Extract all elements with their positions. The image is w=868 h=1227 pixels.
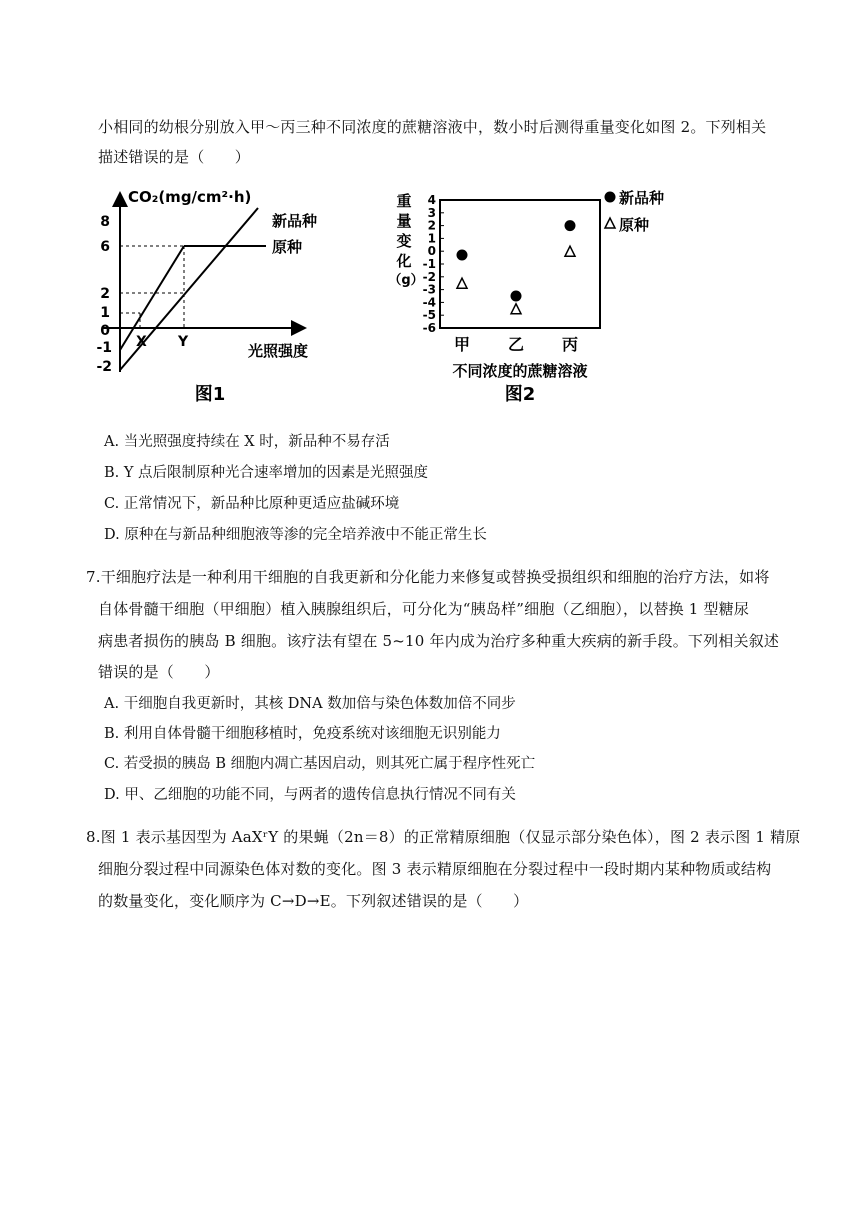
figure1-y-axis-label: CO₂(mg/cm²·h): [128, 188, 252, 206]
q7-option-c: C. 若受损的胰岛 B 细胞内凋亡基因启动，则其死亡属于程序性死亡: [104, 756, 536, 772]
figure2-point-new-variety: [565, 220, 576, 231]
q6-intro-line1: 小相同的幼根分别放入甲～丙三种不同浓度的蔗糖溶液中，数小时后测得重量变化如图 2。下列相关: [98, 118, 767, 136]
q7-stem-line4: 错误的是（ ）: [98, 663, 220, 681]
figure2-x-cat-yi: 乙: [507, 335, 525, 354]
figure2-y-tick-label: -1: [422, 257, 436, 271]
figure1-caption: 图1: [194, 384, 226, 405]
q6-option-b: B. Y 点后限制原种光合速率增加的因素是光照强度: [104, 465, 429, 481]
figure2-point-new-variety: [457, 250, 468, 261]
figure1-y-tick-0: 0: [100, 323, 110, 339]
figure2-x-axis-title: 不同浓度的蔗糖溶液: [452, 362, 588, 380]
figure2-y-label-2: 量: [396, 212, 412, 230]
figure2-point-original: [511, 304, 521, 314]
q8-stem-line1: 8.图 1 表示基因型为 AaXʳY 的果蝇（2n＝8）的正常精原细胞（仅显示部分染色体），图 2 表示图 1 精原: [86, 828, 801, 846]
figure2-y-label-unit: （g）: [388, 273, 424, 288]
q6-option-c: C. 正常情况下，新品种比原种更适应盐碱环境: [104, 496, 400, 512]
figure2-point-original: [457, 278, 467, 288]
figure2-legend-original: 原种: [619, 216, 650, 234]
figure2-chart: [388, 180, 688, 410]
q7-option-d: D. 甲、乙细胞的功能不同，与两者的遗传信息执行情况不同有关: [104, 787, 516, 803]
figure1-chart: [98, 180, 343, 410]
q8-stem-line3: 的数量变化，变化顺序为 C→D→E。下列叙述错误的是（ ）: [98, 892, 529, 910]
figure2-point-original: [565, 246, 575, 256]
figure1-x-tick-x: X: [136, 334, 147, 350]
figure1-y-tick-8: 8: [100, 214, 110, 230]
figure2-y-tick-label: -4: [422, 295, 436, 310]
figure2-y-tick-label: 0: [427, 244, 436, 259]
figure2-legend-new: 新品种: [619, 189, 665, 207]
figure2-x-cat-jia: 甲: [453, 335, 471, 354]
figure2-point-new-variety: [511, 291, 522, 302]
q7-option-b: B. 利用自体骨髓干细胞移植时，免疫系统对该细胞无识别能力: [104, 726, 501, 742]
figure2-y-tick-label: 4: [427, 193, 436, 207]
figure2-y-tick-label: -6: [422, 321, 436, 335]
figure1-y-tick-minus2: -2: [96, 359, 112, 375]
q8-stem-line2: 细胞分裂过程中同源染色体对数的变化。图 3 表示精原细胞在分裂过程中一段时期内某种物质或结构: [98, 860, 772, 878]
figure2-caption: 图2: [504, 384, 536, 405]
figure2-y-label-4: 化: [396, 252, 412, 270]
figure2-legend-original-marker: [605, 218, 615, 228]
figure2-y-tick-label: 3: [427, 205, 436, 220]
figure2-y-tick-label: 2: [427, 218, 436, 233]
figure2-y-label-1: 重: [396, 192, 412, 210]
q6-intro-line2: 描述错误的是（ ）: [98, 148, 251, 166]
figure2-x-cat-bing: 丙: [561, 335, 579, 354]
figure2-plot-frame: [440, 200, 600, 328]
q7-stem-line1: 7.干细胞疗法是一种利用干细胞的自我更新和分化能力来修复或替换受损组织和细胞的治疗方法，如将: [86, 568, 770, 586]
figure1-y-tick-1: 1: [100, 305, 110, 321]
q6-option-d: D. 原种在与新品种细胞液等渗的完全培养液中不能正常生长: [104, 527, 487, 543]
figure1-y-tick-minus1: -1: [96, 340, 112, 356]
figure2-points: [457, 220, 576, 314]
figure1-x-axis-label: 光照强度: [248, 342, 309, 360]
q7-option-a: A. 干细胞自我更新时，其核 DNA 数加倍与染色体数加倍不同步: [104, 696, 516, 712]
figure1-y-tick-2: 2: [100, 286, 110, 302]
q6-option-a: A. 当光照强度持续在 X 时，新品种不易存活: [104, 434, 390, 450]
figure2-y-tick-label: -2: [422, 269, 436, 284]
q7-stem-line3: 病患者损伤的胰岛 B 细胞。该疗法有望在 5~10 年内成为治疗多种重大疾病的新手段。下列相关叙述: [98, 632, 780, 650]
figure1-label-original: 原种: [272, 238, 303, 256]
figure1-label-new-variety: 新品种: [272, 212, 318, 230]
figure1-y-tick-6: 6: [100, 239, 110, 255]
figure1-x-tick-y: Y: [178, 334, 189, 350]
figure2-y-label-3: 变: [396, 232, 412, 250]
q7-stem-line2: 自体骨髓干细胞（甲细胞）植入胰腺组织后，可分化为“胰岛样”细胞（乙细胞），以替换 1 型糖尿: [98, 600, 750, 618]
figure1-line-original-rise: [120, 246, 184, 350]
figure2-y-tick-label: 1: [427, 231, 436, 246]
figure2-y-tick-label: -3: [422, 282, 436, 297]
figure2-y-tick-label: -5: [422, 308, 436, 323]
figure2-legend-new-marker: [605, 192, 616, 203]
